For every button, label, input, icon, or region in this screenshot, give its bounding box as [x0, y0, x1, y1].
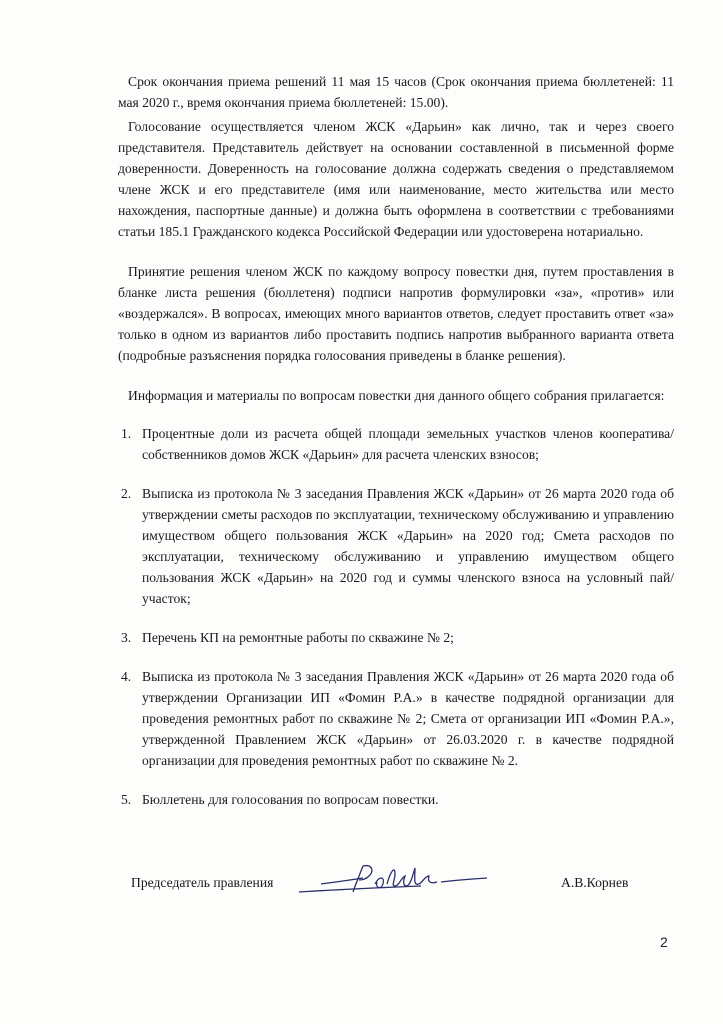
- list-item: [104, 423, 674, 465]
- list-item: [104, 483, 674, 609]
- materials-paragraph: Информация и материалы по вопросам повестки дня данного общего собрания прилагается:: [128, 388, 665, 403]
- page-number: 2: [660, 934, 668, 950]
- list-item: [104, 666, 674, 771]
- list-item: [104, 627, 674, 648]
- deadline-paragraph: Срок окончания приема решений 11 мая 15 часов (Срок окончания приема бюллетеней: 11 мая 2020 г., время окончания приема бюллетеней: 15.00).: [118, 74, 674, 110]
- document-body: [118, 71, 674, 828]
- decision-paragraph: Принятие решения членом ЖСК по каждому вопросу повестки дня, путем проставления в бланке листа решения (бюллетеня) подписи напротив формулировки «за», «против» или «воздержался». В вопросах, имеющих много вариантов ответов, следует проставить ответ «за» только в одном из вариантов либо проставить подпись напротив выбранного варианта ответа (подробные разъяснения порядка голосования приведены в бланке решения).: [118, 264, 674, 363]
- list-item-number: 5.: [121, 792, 132, 807]
- list-item-number: 4.: [121, 669, 132, 684]
- list-item-number: 2.: [121, 486, 132, 501]
- attachments-list: [104, 423, 674, 810]
- list-item-text: Выписка из протокола № 3 заседания Правления ЖСК «Дарьин» от 26 марта 2020 года об утверждении сметы расходов по эксплуатации, техническому обслуживанию и управлению имуществом общего пользования ЖСК «Дарьин» на 2020 год; Смета расходов по эксплуатации, техническому обслуживанию и управлению имуществом общего пользования ЖСК «Дарьин» на 2020 год и суммы членского взноса на условный пай/участок;: [142, 486, 674, 606]
- list-item-text: Бюллетень для голосования по вопросам повестки.: [142, 792, 439, 807]
- list-item: [104, 789, 674, 810]
- signature-block: [131, 868, 651, 908]
- handwritten-signature: [291, 854, 501, 904]
- list-item-text: Выписка из протокола № 3 заседания Правления ЖСК «Дарьин» от 26 марта 2020 года об утверждении Организации ИП «Фомин Р.А.» в качестве подрядной организации для проведения ремонтных работ по скважине № 2; Смета от организации ИП «Фомин Р.А.», утвержденной Правлением ЖСК «Дарьин» от 26.03.2020 г. в качестве подрядной организации для проведения ремонтных работ по скважине № 2.: [142, 669, 674, 768]
- list-item-number: 3.: [121, 630, 132, 645]
- list-item-text: Перечень КП на ремонтные работы по скважине № 2;: [142, 630, 454, 645]
- signatory-name: А.В.Корнев: [561, 875, 629, 890]
- signatory-title: Председатель правления: [131, 875, 274, 890]
- list-item-number: 1.: [121, 426, 132, 441]
- voting-paragraph: Голосование осуществляется членом ЖСК «Дарьин» как лично, так и через своего представителя. Представитель действует на основании составленной в письменной форме доверенности. Доверенность на голосование должна содержать сведения о представляемом члене ЖСК и его представителе (имя или наименование, место жительства или место нахождения, паспортные данные) и должна быть оформлена в соответствии с требованиями статьи 185.1 Гражданского кодекса Российской Федерации или удостоверена нотариально.: [118, 119, 674, 239]
- list-item-text: Процентные доли из расчета общей площади земельных участков членов кооператива/собственников домов ЖСК «Дарьин» для расчета членских взносов;: [142, 426, 674, 462]
